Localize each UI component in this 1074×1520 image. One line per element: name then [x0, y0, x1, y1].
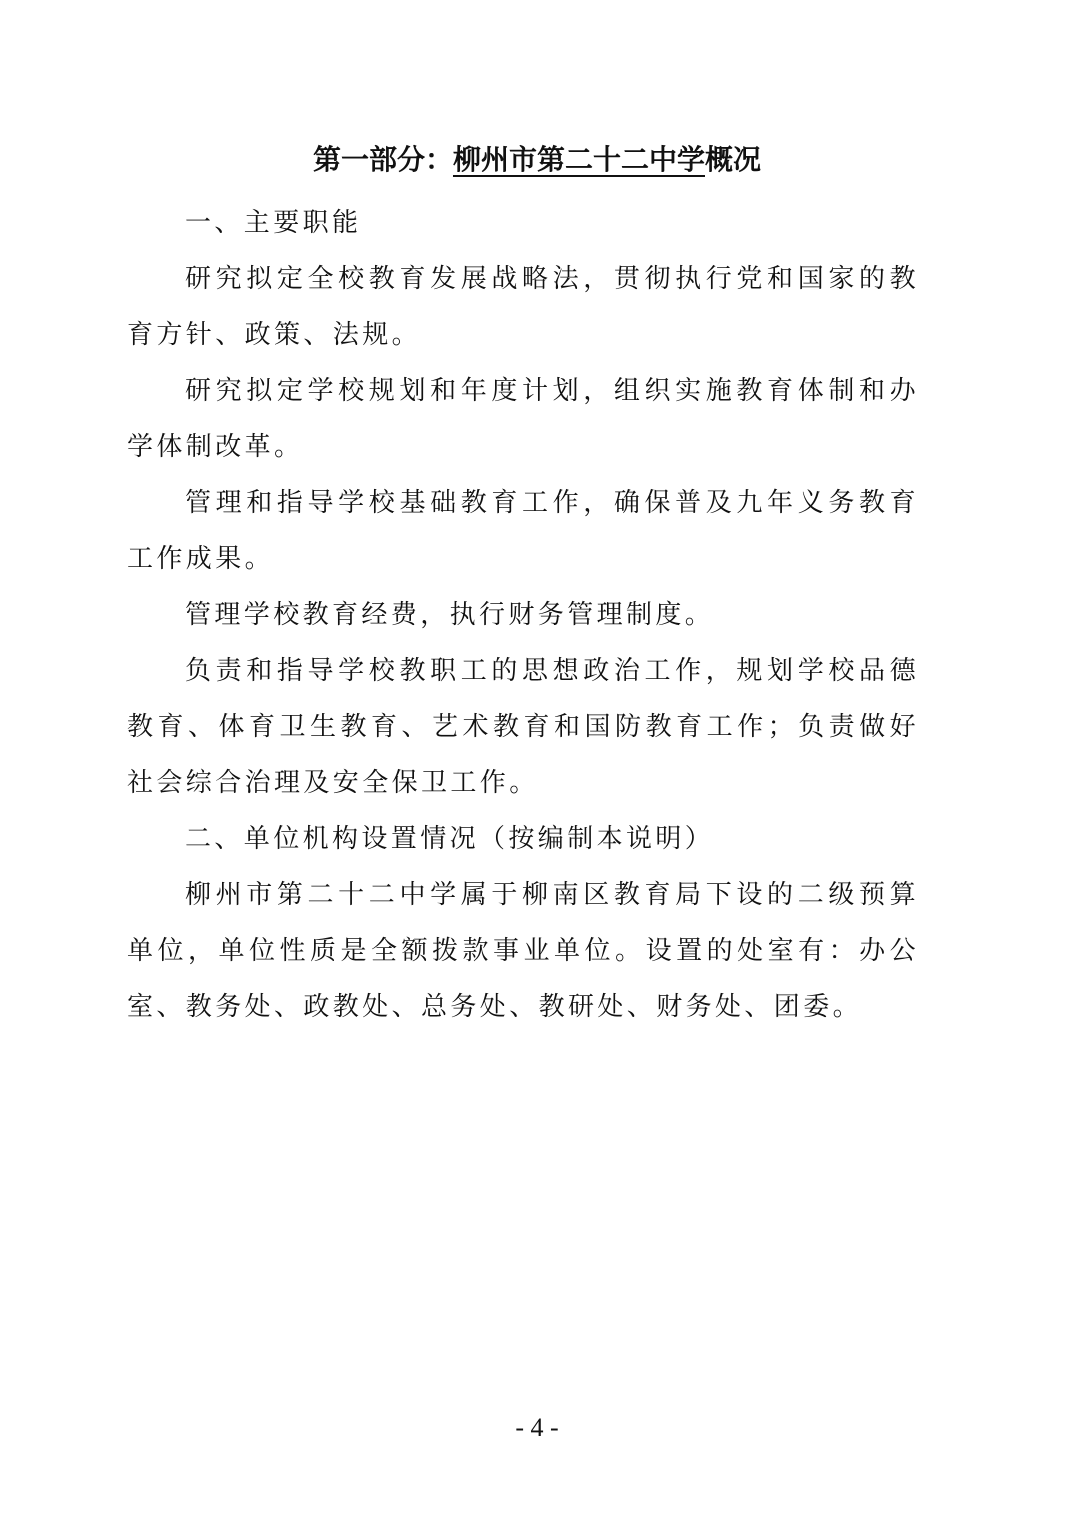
paragraph-finance: 管理学校教育经费，执行财务管理制度。: [185, 600, 715, 630]
section-heading-functions: 一、主要职能: [185, 208, 362, 238]
document-body: [127, 195, 919, 1035]
paragraph-strategy: 研究拟定全校教育发展战略法，贯彻执行党和国家的教育方针、政策、法规。: [127, 264, 919, 350]
paragraph-planning: 研究拟定学校规划和年度计划，组织实施教育体制和办学体制改革。: [127, 376, 919, 462]
paragraph-political-work: 负责和指导学校教职工的思想政治工作，规划学校品德教育、体育卫生教育、艺术教育和国防教育工作；负责做好社会综合治理及安全保卫工作。: [127, 656, 919, 798]
page-number: - 4 -: [515, 1413, 559, 1442]
title-school-name: 柳州市第二十二中学: [452, 143, 705, 176]
paragraph-basic-education: 管理和指导学校基础教育工作，确保普及九年义务教育工作成果。: [127, 488, 919, 574]
page-title: [0, 140, 1074, 180]
paragraph-organization: 柳州市第二十二中学属于柳南区教育局下设的二级预算单位，单位性质是全额拨款事业单位。设置的处室有：办公室、教务处、政教处、总务处、教研处、财务处、团委。: [127, 880, 919, 1022]
section-heading-organization: 二、单位机构设置情况（按编制本说明）: [185, 824, 715, 854]
title-prefix: 第一部分：: [312, 143, 453, 176]
title-suffix: 概况: [705, 143, 762, 176]
